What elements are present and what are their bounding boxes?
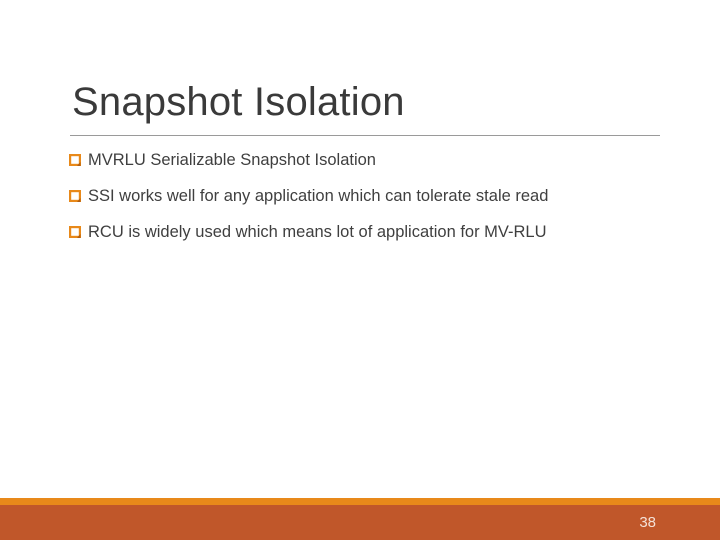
- list-item: [68, 220, 548, 244]
- bullet-text: RCU is widely used which means lot of application for MV-RLU: [88, 222, 547, 241]
- checkbox-bullet-icon: [68, 189, 82, 203]
- checkbox-bullet-icon: [68, 153, 82, 167]
- bullet-text: SSI works well for any application which can tolerate stale read: [88, 186, 549, 205]
- title-divider: [70, 135, 660, 136]
- bullet-text: MVRLU Serializable Snapshot Isolation: [88, 150, 376, 169]
- page-number: 38: [639, 514, 656, 531]
- footer-bar: [0, 505, 720, 540]
- list-item: [68, 184, 548, 208]
- list-item: [68, 148, 548, 172]
- footer-accent-stripe: [0, 498, 720, 505]
- bullet-list: [68, 148, 548, 256]
- slide-title: Snapshot Isolation: [72, 80, 405, 124]
- checkbox-bullet-icon: [68, 225, 82, 239]
